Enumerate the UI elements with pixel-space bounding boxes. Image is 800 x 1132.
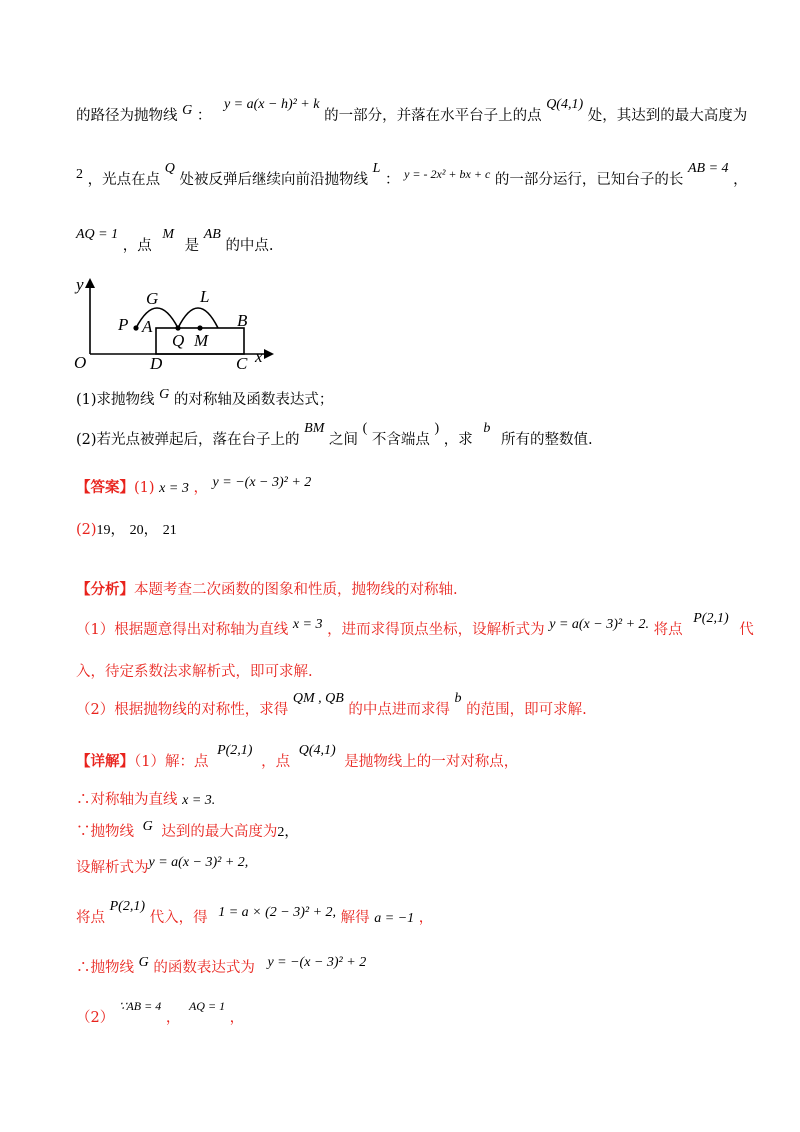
paren: (	[362, 421, 368, 436]
text: ：	[196, 108, 212, 124]
text: 的函数表达式为	[153, 960, 255, 976]
detail-line-3	[76, 820, 740, 841]
text: 代	[739, 622, 754, 638]
problem-line-1	[76, 97, 748, 125]
text: （2）	[76, 1010, 115, 1026]
analysis-line-3	[76, 660, 740, 681]
var-g: G	[142, 819, 153, 834]
answer-value: 19	[96, 523, 111, 538]
point-q-dot	[175, 325, 180, 330]
point-p: P(2,1)	[217, 743, 253, 758]
segments-qm-qb: QM , QB	[292, 691, 344, 706]
label-x: x	[255, 347, 263, 366]
equation-aq: AQ = 1	[76, 227, 119, 242]
problem-line-2	[76, 161, 748, 189]
text: 解得	[340, 910, 370, 926]
answer-part-1: (1)	[134, 480, 155, 496]
equation-l: y = - 2x² + bx + c	[404, 167, 491, 181]
detail-line-7	[76, 999, 740, 1027]
text: 的一部分，并落在水平台子上的点	[324, 108, 542, 124]
text: 的范围，即可求解.	[466, 702, 587, 718]
number: 2，	[277, 825, 299, 840]
answer-axis: x = 3	[159, 481, 189, 496]
answer-expression: y = −(x − 3)² + 2	[212, 475, 312, 490]
detail-line-5	[76, 899, 740, 927]
answer-part-2: (2)	[76, 522, 97, 538]
equation: y = a(x − 3)² + 2.	[549, 617, 650, 632]
equation: ∵AB = 4	[118, 999, 162, 1013]
text: ：	[384, 172, 400, 188]
problem-line-3	[76, 227, 740, 255]
detail-tag: 【详解】	[76, 753, 134, 770]
text: ，	[143, 522, 159, 538]
text: ∵抛物线	[76, 824, 134, 840]
text: 处，其达到的最大高度为	[587, 108, 748, 124]
text: 处被反弹后继续向前沿抛物线	[179, 172, 368, 188]
var-m: M	[162, 227, 174, 242]
text: 是	[184, 238, 200, 254]
parabola-l	[178, 308, 218, 328]
text: 所有的整数值.	[500, 432, 593, 448]
x-axis-arrow-icon	[264, 349, 274, 359]
text: 的路径为抛物线	[76, 108, 178, 124]
point-m-dot	[197, 325, 202, 330]
var-b: b	[454, 691, 462, 706]
point-p-dot	[133, 325, 138, 330]
detail-line-4	[76, 856, 740, 877]
detail-line-1	[76, 743, 740, 771]
equation: y = a(x − 3)² + 2,	[148, 855, 249, 870]
text: 的中点进而求得	[348, 702, 450, 718]
text: 的一部分运行，已知台子的长	[494, 172, 684, 188]
text: ，光点在点	[87, 172, 161, 188]
label-l: L	[200, 287, 210, 306]
label-a: A	[142, 317, 153, 336]
text: ，	[110, 522, 126, 538]
text: 本题考查二次函数的图象和性质，抛物线的对称轴.	[134, 582, 458, 598]
text: ，	[229, 1010, 245, 1026]
text: （1）根据题意得出对称轴为直线	[76, 622, 289, 638]
equation: AQ = 1	[188, 999, 226, 1013]
point-q: Q(4,1)	[546, 97, 584, 112]
answer-line-1	[76, 476, 740, 497]
equation: x = 3	[292, 617, 323, 632]
answer-tag: 【答案】	[76, 479, 134, 496]
point-p: P(2,1)	[109, 899, 145, 914]
var-g: G	[182, 103, 193, 118]
text: 的中点.	[225, 238, 274, 254]
text: 之间	[328, 432, 358, 448]
label-b: B	[237, 311, 248, 330]
analysis-line-1	[76, 578, 740, 599]
var-g: G	[159, 387, 170, 402]
label-c: C	[236, 354, 248, 373]
detail-line-6	[76, 956, 740, 977]
segment-ab: AB	[203, 227, 221, 242]
equation: x = 3.	[182, 793, 216, 808]
text: ，点	[261, 754, 291, 770]
text: 入，待定系数法求解析式，即可求解.	[76, 664, 313, 680]
paren: )	[434, 421, 440, 436]
equation: y = −(x − 3)² + 2	[267, 955, 367, 970]
text: 设解析式为	[76, 860, 149, 876]
text: ，点	[122, 238, 152, 254]
answer-value: 20	[129, 523, 144, 538]
parabola-figure	[60, 268, 290, 378]
equation-g: y = a(x − h)² + k	[223, 97, 320, 112]
equation-ab: AB = 4	[688, 161, 729, 176]
question-2	[76, 421, 740, 449]
label-m: M	[194, 331, 209, 350]
point-q: Q(4,1)	[298, 743, 336, 758]
text: 不含端点	[371, 432, 430, 448]
var-q: Q	[164, 161, 175, 176]
text: 代入，得	[149, 910, 208, 926]
text: ，	[418, 910, 434, 926]
analysis-line-4	[76, 691, 740, 719]
label-p: P	[118, 315, 129, 334]
text: 将点	[76, 910, 105, 926]
detail-line-2	[76, 788, 740, 809]
text: 达到的最大高度为	[161, 824, 278, 840]
text: 将点	[653, 622, 683, 638]
point-p: P(2,1)	[693, 611, 729, 626]
label-g: G	[146, 289, 159, 308]
question-1	[76, 388, 740, 409]
label-d: D	[150, 354, 163, 373]
text: ，	[733, 172, 748, 188]
text: （1）解：点	[134, 754, 209, 770]
text: ，	[193, 480, 208, 496]
text: (2)若光点被弹起后，落在台子上的	[76, 432, 300, 448]
text: 的对称轴及函数表达式；	[173, 392, 334, 408]
text: 是抛物线上的一对对称点，	[344, 754, 519, 770]
var-l: L	[372, 161, 381, 176]
label-q: Q	[172, 331, 185, 350]
text: ∴对称轴为直线	[76, 792, 178, 808]
text: ，进而求得顶点坐标，设解析式为	[327, 622, 545, 638]
text: ∴抛物线	[76, 960, 134, 976]
equation: 1 = a × (2 − 3)² + 2,	[218, 905, 337, 920]
equation: a = −1	[374, 911, 415, 926]
analysis-tag: 【分析】	[76, 581, 134, 598]
answer-line-2	[76, 518, 740, 539]
text: ，求	[443, 432, 473, 448]
answer-value: 21	[162, 523, 177, 538]
var-g: G	[138, 955, 149, 970]
var-b: b	[483, 421, 491, 436]
segment-bm: BM	[304, 421, 325, 436]
text: ，	[165, 1010, 181, 1026]
number: 2	[76, 167, 83, 182]
label-y: y	[76, 275, 84, 294]
analysis-line-2	[76, 611, 754, 639]
text: (1)求抛物线	[76, 392, 155, 408]
y-axis-arrow-icon	[85, 278, 95, 288]
label-o: O	[74, 353, 87, 372]
text: （2）根据抛物线的对称性，求得	[76, 702, 289, 718]
